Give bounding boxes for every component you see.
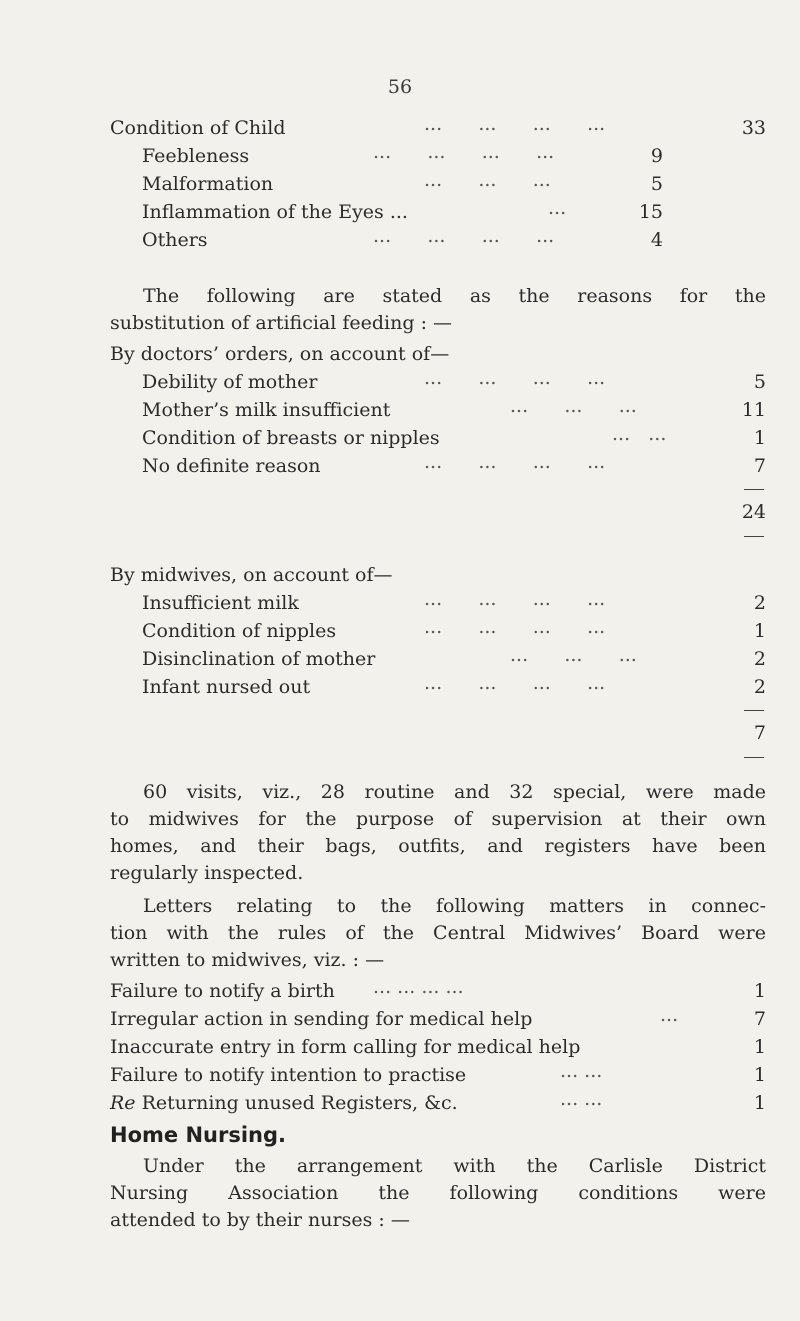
- feeding-intro: [110, 283, 766, 337]
- leader-dots: ... ...: [560, 1060, 603, 1082]
- item-label: Infant nursed out: [142, 676, 311, 698]
- visits-paragraph: [110, 779, 766, 887]
- list-item: [0, 589, 800, 617]
- item-label: Failure to notify intention to practise: [110, 1064, 467, 1086]
- list-item: [0, 1005, 800, 1033]
- home-nursing-paragraph: [110, 1153, 766, 1234]
- midwives-total-row: [0, 719, 800, 747]
- item-label: Malformation: [142, 173, 274, 195]
- leader-dots: ... ... ... ...: [424, 451, 606, 473]
- paragraph-line: Letters relating to the following matters in connec-: [143, 895, 766, 917]
- list-item: [0, 1061, 800, 1089]
- item-label: Insufficient milk: [142, 592, 299, 614]
- leader-dots: ... ... ...: [424, 169, 551, 191]
- leader-dots: ... ... ... ...: [373, 976, 464, 998]
- item-value: 1: [753, 1064, 766, 1086]
- paragraph-line: written to midwives, viz. : —: [110, 949, 385, 971]
- leader-dots: ... ... ... ...: [424, 616, 606, 638]
- list-item: [0, 368, 800, 396]
- list-item: [0, 452, 800, 480]
- leader-dots: ... ... ... ...: [373, 141, 555, 163]
- item-value: 2: [753, 592, 766, 614]
- doctors-heading-row: [0, 340, 800, 368]
- condition-total: 33: [741, 117, 766, 139]
- item-value: 15: [638, 201, 663, 223]
- midwives-heading: By midwives, on account of—: [110, 564, 393, 586]
- leader-dots: ... ... ...: [510, 395, 637, 417]
- list-item: [0, 617, 800, 645]
- leader-dots: ... ...: [560, 1088, 603, 1110]
- leader-dots: ... ... ...: [510, 644, 637, 666]
- item-value: 5: [753, 371, 766, 393]
- list-item: [0, 142, 800, 170]
- list-item: [0, 226, 800, 254]
- page-number: 56: [387, 76, 413, 98]
- condition-title: Condition of Child: [110, 117, 286, 139]
- paragraph-line: Nursing Association the following conditions were: [110, 1182, 766, 1204]
- item-value: 1: [753, 980, 766, 1002]
- item-value: 11: [741, 399, 766, 421]
- leader-dots: ... ...: [612, 423, 667, 445]
- leader-dots: ...: [548, 197, 567, 219]
- list-item: [0, 424, 800, 452]
- item-label: Inaccurate entry in form calling for medical help: [110, 1036, 581, 1058]
- item-label: No definite reason: [142, 455, 321, 477]
- item-label-text: Returning unused Registers, &c.: [135, 1092, 458, 1114]
- list-item: [0, 645, 800, 673]
- item-label: Irregular action in sending for medical help: [110, 1008, 533, 1030]
- item-label: Feebleness: [142, 145, 250, 167]
- paragraph-line: homes, and their bags, outfits, and registers have been: [110, 835, 766, 857]
- list-item: [0, 396, 800, 424]
- leader-dots: ... ... ... ...: [373, 225, 555, 247]
- item-value: 5: [650, 173, 663, 195]
- item-value: 7: [753, 1008, 766, 1030]
- letters-paragraph: [110, 893, 766, 974]
- item-label: [110, 1089, 458, 1117]
- sum-rule: [744, 489, 764, 490]
- midwives-total: 7: [753, 722, 766, 744]
- item-label: Failure to notify a birth: [110, 980, 335, 1002]
- paragraph-line: The following are stated as the reasons for the: [143, 285, 766, 307]
- sum-rule: [744, 757, 764, 758]
- item-label: Condition of nipples: [142, 620, 337, 642]
- leader-dots: ... ... ... ...: [424, 367, 606, 389]
- item-prefix: Re: [110, 1092, 136, 1114]
- paragraph-line: substitution of artificial feeding : —: [110, 312, 453, 334]
- item-value: 1: [753, 1036, 766, 1058]
- item-value: 2: [753, 676, 766, 698]
- leader-dots: ... ... ... ...: [424, 672, 606, 694]
- item-value: 4: [650, 229, 663, 251]
- item-label: Disinclination of mother: [142, 648, 376, 670]
- doctors-total: 24: [741, 501, 766, 523]
- item-value: 7: [753, 455, 766, 477]
- sum-rule: [744, 710, 764, 711]
- doctors-heading: By doctors’ orders, on account of—: [110, 343, 450, 365]
- list-item: [0, 1033, 800, 1061]
- item-label: Others: [142, 229, 208, 251]
- paragraph-line: 60 visits, viz., 28 routine and 32 special, were made: [143, 781, 766, 803]
- home-nursing-heading: Home Nursing.: [110, 1123, 286, 1147]
- paragraph-line: Under the arrangement with the Carlisle District: [143, 1155, 766, 1177]
- sum-rule: [744, 536, 764, 537]
- item-label: Inflammation of the Eyes ...: [142, 201, 408, 223]
- list-item: [0, 673, 800, 701]
- midwives-heading-row: [0, 561, 800, 589]
- paragraph-line: attended to by their nurses : —: [110, 1209, 410, 1231]
- doctors-total-row: [0, 498, 800, 526]
- item-value: 1: [753, 1092, 766, 1114]
- item-label: Condition of breasts or nipples: [142, 427, 440, 449]
- paragraph-line: regularly inspected.: [110, 862, 304, 884]
- leader-dots: ... ... ... ...: [424, 113, 606, 135]
- paragraph-line: to midwives for the purpose of supervision at their own: [110, 808, 766, 830]
- item-value: 2: [753, 648, 766, 670]
- paragraph-line: tion with the rules of the Central Midwives’ Board were: [110, 922, 766, 944]
- item-label: Mother’s milk insufficient: [142, 399, 391, 421]
- list-item: [0, 170, 800, 198]
- leader-dots: ...: [660, 1004, 679, 1026]
- item-value: 1: [753, 620, 766, 642]
- item-label: Debility of mother: [142, 371, 318, 393]
- item-value: 1: [753, 427, 766, 449]
- item-value: 9: [650, 145, 663, 167]
- list-item: [0, 977, 800, 1005]
- list-item: [0, 1089, 800, 1117]
- leader-dots: ... ... ... ...: [424, 588, 606, 610]
